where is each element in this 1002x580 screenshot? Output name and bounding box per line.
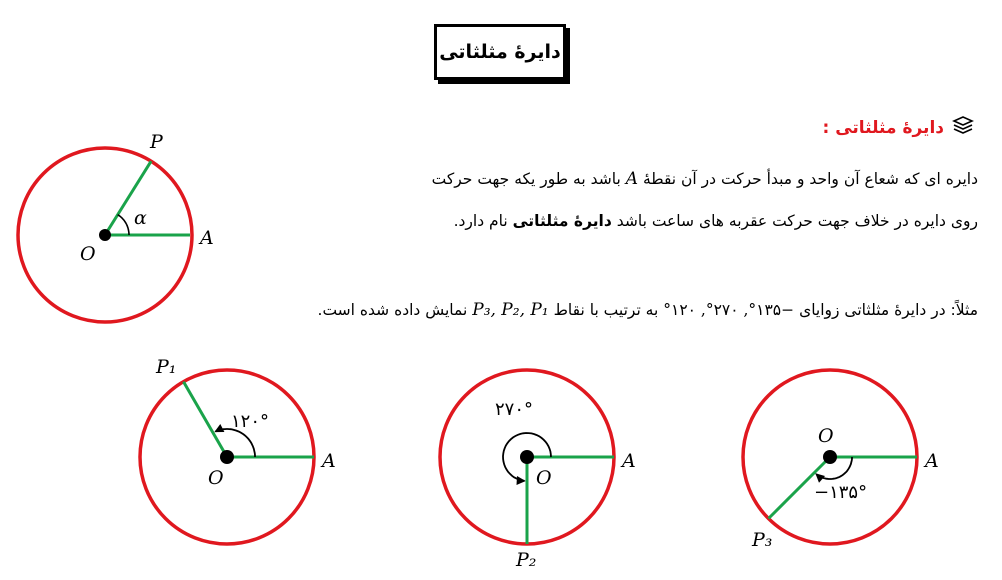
definition-text: نام دارد.: [453, 212, 508, 230]
definition-text: باشد به طور یکه جهت حرکت: [431, 170, 621, 188]
label-p3: P₃: [752, 529, 773, 551]
label-angle: ۲۷۰°: [495, 399, 534, 420]
label-p1: P₁: [156, 356, 177, 378]
label-o: O: [818, 425, 834, 447]
label-p: P: [150, 131, 163, 153]
label-a: A: [200, 227, 214, 249]
label-alpha: α: [134, 207, 147, 229]
center-dot: [823, 450, 837, 464]
label-angle: −۱۳۵°: [814, 482, 868, 503]
section-heading-text: دایرهٔ مثلثاتی :: [822, 118, 944, 138]
center-dot: [220, 450, 234, 464]
radius-op: [184, 382, 228, 457]
example-angles: °۱۲۰ ,°۲۷۰ ,°۱۳۵−: [663, 301, 795, 319]
definition-text: روی دایره در خلاف جهت حرکت عقربه های ساعت باشد: [616, 212, 978, 230]
example-text: نمایش داده شده است.: [317, 301, 468, 319]
figure-120: [140, 356, 336, 544]
page-title-text: دایرهٔ مثلثاتی: [439, 41, 561, 63]
arc-arrowhead: [517, 476, 526, 485]
label-o: O: [208, 467, 224, 489]
angle-arc: [118, 215, 129, 235]
figure-minus-135: [743, 370, 939, 551]
example-text: مثلاً: در دایرهٔ مثلثاتی زوایای: [799, 301, 978, 319]
label-o: O: [80, 243, 96, 265]
point-a-symbol: A: [625, 169, 638, 189]
center-dot: [99, 229, 111, 241]
label-a: A: [622, 450, 636, 472]
main-circle-figure: [18, 131, 214, 322]
label-angle: ۱۲۰°: [231, 411, 270, 432]
definition-text: دایره ای که شعاع آن واحد و مبدأ حرکت در آن نقطهٔ: [642, 170, 978, 188]
example-text: به ترتیب با نقاط: [553, 301, 659, 319]
label-p2: P₂: [516, 549, 537, 571]
figure-270: [440, 370, 636, 571]
definition-term: دایرهٔ مثلثاتی: [512, 212, 612, 230]
label-a: A: [925, 450, 939, 472]
label-o: O: [536, 467, 552, 489]
example-points: P₃, P₂, P₁: [472, 300, 549, 320]
center-dot: [520, 450, 534, 464]
label-a: A: [322, 450, 336, 472]
arc-arrowhead: [214, 424, 224, 432]
